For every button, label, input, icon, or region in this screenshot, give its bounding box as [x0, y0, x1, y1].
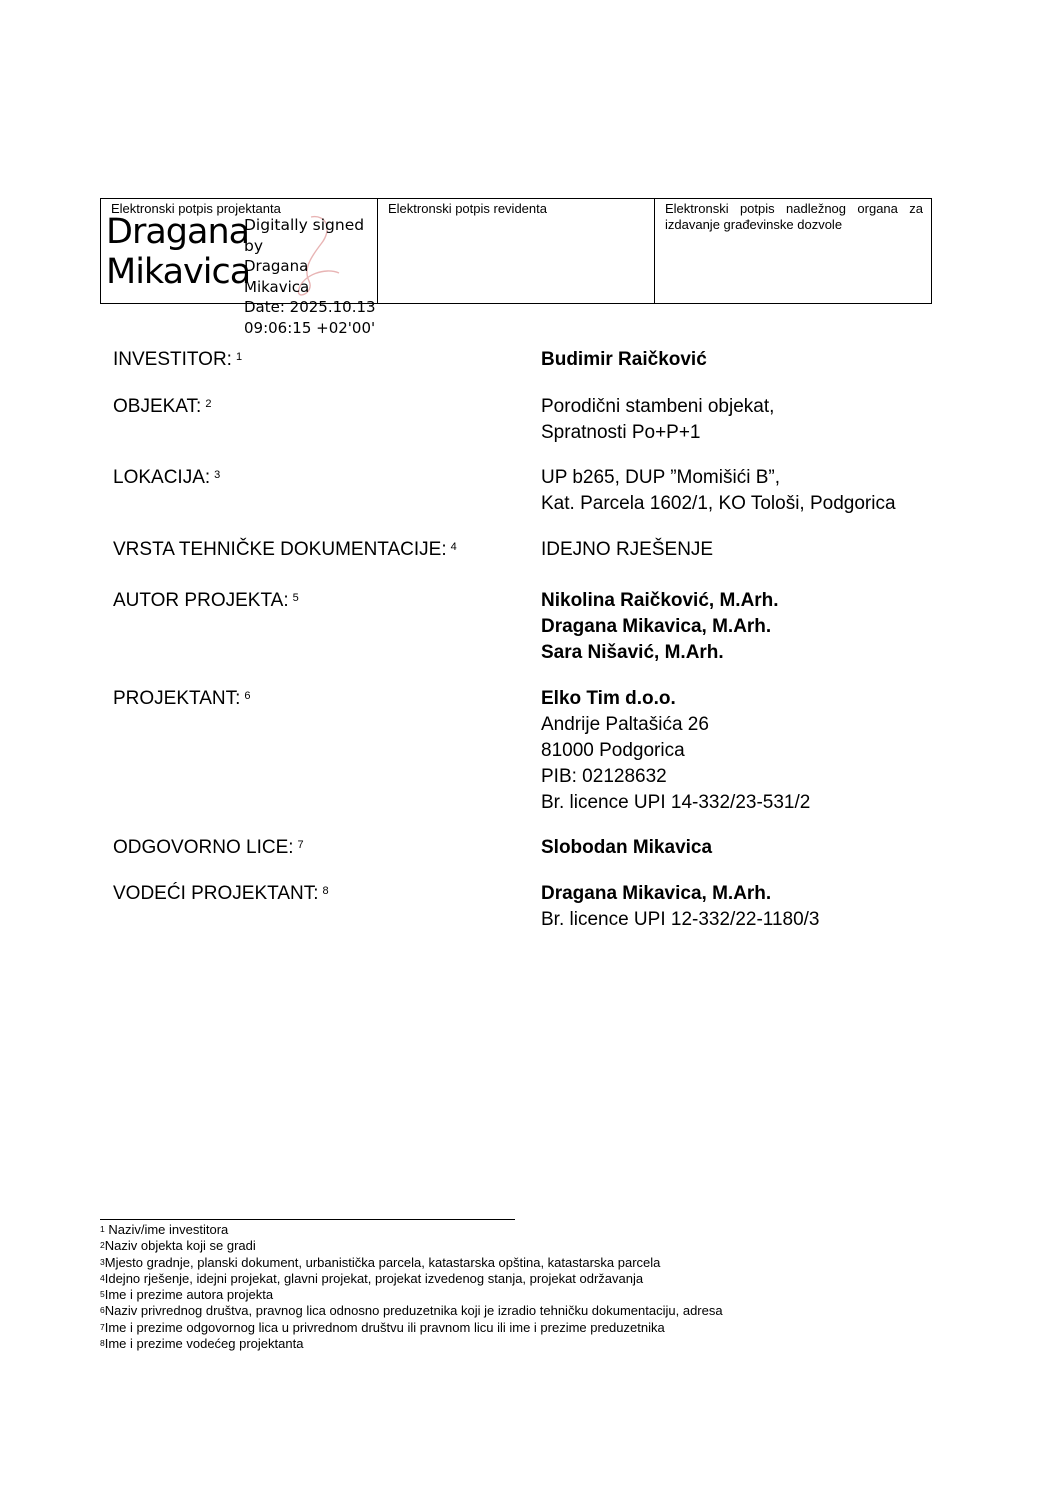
lead-designer-licence: Br. licence UPI 12-332/22-1180/3 [541, 909, 820, 930]
projectant-signature-label: Elektronski potpis projektanta [111, 201, 281, 216]
authority-signature-cell[interactable] [655, 199, 931, 303]
investitor-value: Budimir Raičković [541, 349, 707, 370]
signer-name: Dragana Mikavica [106, 212, 251, 292]
revident-signature-label: Elektronski potpis revidenta [388, 201, 547, 216]
digital-signature-info: Digitally signed by Dragana Mikavica Date: 2025.10.13 09:06:15 +02'00' [244, 216, 376, 337]
authority-signature-label: Elektronski potpis nadležnog organa za izdavanje građevinske dozvole [665, 201, 923, 232]
footnote-item: $^5$Ime i prezime autora projekta [100, 1287, 274, 1303]
projektant-value [541, 686, 810, 816]
company-name: Elko Tim d.o.o. [541, 688, 676, 709]
footnote-ref: 1 [235, 351, 243, 363]
vrsta-label: VRSTA TEHNIČKE DOKUMENTACIJE: [113, 539, 447, 560]
footnote-ref: 6 [244, 690, 251, 702]
footnote-item: $^7$Ime i prezime odgovornog lica u privrednom društvu ili pravnom licu ili ime i prezime preduzetnika [100, 1319, 665, 1335]
company-address: Andrije Paltašića 26 [541, 714, 709, 735]
footnote-ref: 8 [322, 885, 329, 897]
footnote-ref: 7 [297, 839, 304, 851]
lokacija-label: LOKACIJA: [113, 467, 211, 488]
projektant-label: PROJEKTANT: [113, 688, 241, 709]
vodeci-value [541, 881, 820, 933]
company-pib: PIB: 02128632 [541, 766, 667, 787]
footnote-ref: 2 [205, 398, 212, 410]
footnote-ref: 4 [450, 541, 457, 553]
footnote-separator [100, 1219, 515, 1220]
revident-signature-cell[interactable] [378, 199, 655, 303]
objekat-label: OBJEKAT: [113, 396, 202, 417]
footnote-ref: 5 [292, 592, 299, 604]
objekat-value: Porodični stambeni objekat, Spratnosti Po+P+1 [541, 396, 775, 443]
investitor-label: INVESTITOR: [113, 349, 232, 370]
footnotes [100, 1222, 723, 1352]
autor-value [541, 588, 779, 666]
lokacija-value: UP b265, DUP ”Momišići B”, Kat. Parcela 1602/1, KO Tološi, Podgorica [541, 467, 896, 514]
author-name: Nikolina Raičković, M.Arh. [541, 590, 779, 611]
author-name: Sara Nišavić, M.Arh. [541, 642, 724, 663]
signature-table [100, 198, 932, 337]
company-city: 81000 Podgorica [541, 740, 685, 761]
odgovorno-value: Slobodan Mikavica [541, 837, 713, 858]
autor-label: AUTOR PROJEKTA: [113, 590, 289, 611]
odgovorno-label: ODGOVORNO LICE: [113, 837, 294, 858]
footnote-item: $^1$ Naziv/ime investitora [100, 1222, 229, 1237]
author-name: Dragana Mikavica, M.Arh. [541, 616, 772, 637]
footnote-item: $^8$Ime i prezime vodećeg projektanta [100, 1336, 304, 1352]
lead-designer-name: Dragana Mikavica, M.Arh. [541, 883, 772, 904]
vrsta-value: IDEJNO RJEŠENJE [541, 539, 714, 560]
vodeci-label: VODEĆI PROJEKTANT: [113, 883, 319, 904]
footnote-item: $^6$Naziv privrednog društva, pravnog lica odnosno preduzetnika koji je izradio tehničku dokumentaciju, adresa [100, 1303, 723, 1319]
company-licence: Br. licence UPI 14-332/23-531/2 [541, 792, 811, 813]
footnote-item: $^4$Idejno rješenje, idejni projekat, glavni projekat, projekat izvedenog stanja, projekat održavanja [100, 1270, 644, 1286]
footnote-item: $^3$Mjesto gradnje, planski dokument, urbanistička parcela, katastarska opština, katastarska parcela [100, 1254, 661, 1270]
projectant-signature-cell[interactable] [101, 199, 378, 337]
footnote-item: $^2$Naziv objekta koji se gradi [100, 1238, 256, 1254]
footnote-ref: 3 [214, 469, 221, 481]
